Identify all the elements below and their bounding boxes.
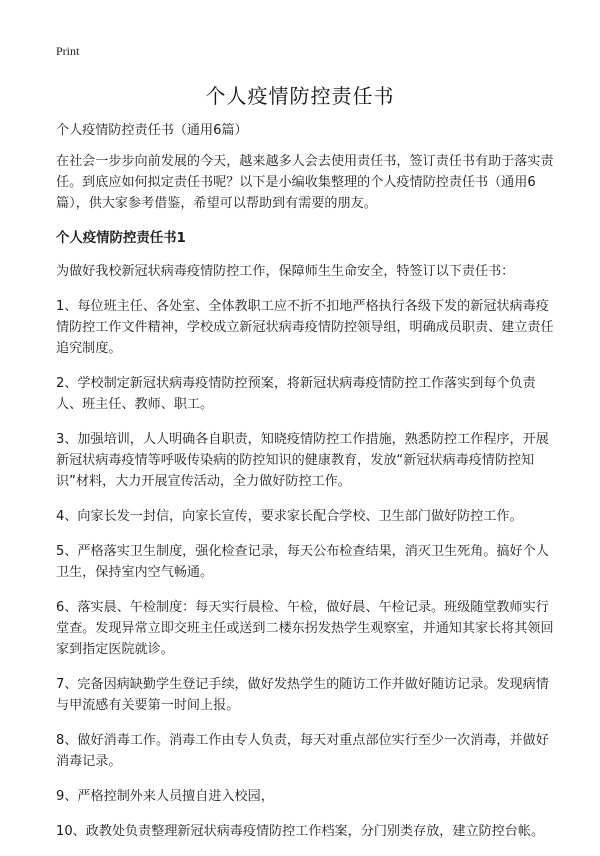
- list-item: 1、每位班主任、各处室、全体教职工应不折不扣地严格执行各级下发的新冠状病毒疫情防控工作文件精神，学校成立新冠状病毒疫情防控领导组，明确成员职责、建立责任追究制度。: [56, 299, 554, 356]
- list-item: 8、做好消毒工作。消毒工作由专人负责，每天对重点部位实行至少一次消毒，并做好消毒记录。: [56, 733, 549, 769]
- list-item: 9、严格控制外来人员擅自进入校园，: [56, 789, 274, 804]
- section-heading: 个人疫情防控责任书1: [56, 231, 186, 246]
- document-body: [56, 120, 556, 856]
- section-lead-paragraph: 为做好我校新冠状病毒疫情防控工作，保障师生生命安全，特签订以下责任书：: [56, 264, 515, 279]
- list-item: 4、向家长发一封信，向家长宣传，要求家长配合学校、卫生部门做好防控工作。: [56, 509, 523, 524]
- list-item: 5、严格落实卫生制度，强化检查记录，每天公布检查结果，消灭卫生死角。搞好个人卫生，保持室内空气畅通。: [56, 544, 549, 580]
- document-subtitle: 个人疫情防控责任书（通用6篇）: [56, 123, 248, 138]
- print-link[interactable]: Print: [56, 44, 80, 58]
- page-title: 个人疫情防控责任书: [205, 84, 395, 108]
- list-item: 2、学校制定新冠状病毒疫情防控预案，将新冠状病毒疫情防控工作落实到每个负责人、班主任、教师、职工。: [56, 376, 536, 412]
- list-item: 3、加强培训，人人明确各自职责，知晓疫情防控工作措施，熟悉防控工作程序，开展新冠状病毒疫情等呼吸传染病的防控知识的健康教育，发放“新冠状病毒疫情防控知识”材料，大力开展宣传活动，全力做好防控工作。: [56, 432, 549, 489]
- intro-paragraph: 在社会一步步向前发展的今天，越来越多人会去使用责任书，签订责任书有助于落实责任。到底应如何拟定责任书呢？以下是小编收集整理的个人疫情防控责任书（通用6篇），供大家参考借鉴，希望可以帮助到有需要的朋友。: [56, 154, 554, 211]
- list-item: 6、落实晨、午检制度：每天实行晨检、午检，做好晨、午检记录。班级随堂教师实行堂查。发现异常立即交班主任或送到二楼东拐发热学生观察室，并通知其家长将其领回家到指定医院就诊。: [56, 600, 554, 657]
- list-item: 10、政教处负责整理新冠状病毒疫情防控工作档案，分门别类存放，建立防控台帐。: [56, 824, 545, 839]
- list-item: 7、完备因病缺勤学生登记手续，做好发热学生的随访工作并做好随访记录。发现病情与甲流感有关要第一时间上报。: [56, 677, 549, 713]
